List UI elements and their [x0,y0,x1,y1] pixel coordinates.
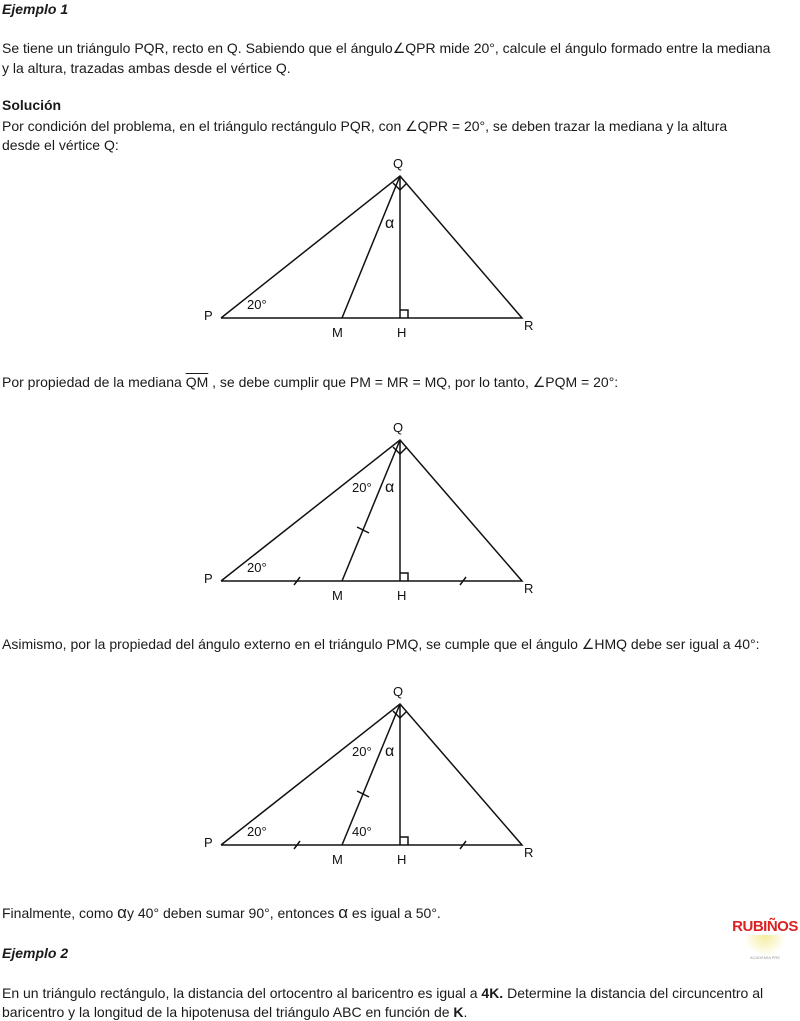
median-property-text [2,373,618,391]
label-q-2: Q [393,420,404,435]
angle-40-3: 40° [352,824,372,839]
label-r-3: R [524,845,534,860]
label-alpha-2: α [385,479,395,496]
value-4k: 4K. [481,985,504,1001]
final-text [2,904,441,922]
example-1-title: Ejemplo 1 [2,1,69,17]
label-p-1: P [204,308,213,323]
label-p-2: P [204,571,213,586]
example-2-line-1 [2,984,763,1002]
label-r-2: R [524,581,534,596]
external-angle-text: Asimismo, por la propiedad del ángulo externo en el triángulo PMQ, se cumple que el ángulo ∠HMQ debe ser igual a 40°: [2,636,760,652]
label-alpha-3: α [385,743,395,760]
alpha-symbol: α [338,903,349,922]
label-q-3: Q [393,684,404,699]
text: En un triángulo rectángulo, la distancia del ortocentro al baricentro es igual a [2,985,482,1001]
label-alpha-1: α [385,215,395,232]
logo-subtext: ACADEMIA PRE [749,955,780,960]
statement-line-1: Se tiene un triángulo PQR, recto en Q. Sabiendo que el ángulo∠QPR mide 20°, calcule el ángulo formado entre la mediana [2,40,771,56]
text: baricentro y la longitud de la hipotenusa del triángulo ABC en función de [2,1004,454,1020]
label-m-3: M [332,852,343,867]
label-q-1: Q [393,156,404,171]
segment-qm: $\overline{QM}$ [185,374,209,390]
solution-line-1: Por condición del problema, en el triángulo rectángulo PQR, con ∠QPR = 20°, se deben trazar la mediana y la altura [2,118,728,134]
example-2-title: Ejemplo 2 [2,945,69,961]
label-r-1: R [524,318,534,333]
solution-line-2: desde el vértice Q: [2,137,119,153]
angle-20-2: 20° [247,560,267,575]
label-h-2: H [397,588,407,603]
angle-20-pqm-3: 20° [352,744,372,759]
alpha-symbol: α [117,903,127,922]
label-h-1: H [397,325,407,340]
text: Determine la distancia del circuncentro al [503,985,764,1001]
text: es igual a 50°. [348,905,441,921]
text: . [463,1004,468,1020]
example-2-line-2 [2,1003,467,1021]
text: y 40° deben sumar 90°, entonces [127,905,339,921]
value-k: K [453,1004,464,1020]
angle-20-1: 20° [247,297,267,312]
statement-line-2: y la altura, trazadas ambas desde el vértice Q. [2,60,291,76]
solution-title: Solución [2,97,62,113]
label-h-3: H [397,852,407,867]
rubinos-logo [732,918,798,968]
text: Por propiedad de la mediana [2,374,186,390]
logo-fan [745,935,785,955]
angle-20-pqm-2: 20° [352,480,372,495]
text: , se debe cumplir que PM = MR = MQ, por lo tanto, ∠PQM = 20°: [208,374,619,390]
label-m-1: M [332,325,343,340]
label-p-3: P [204,835,213,850]
label-m-2: M [332,588,343,603]
logo-text: RUBIÑOS [732,918,798,935]
angle-20-3: 20° [247,824,267,839]
text: Finalmente, como [2,905,118,921]
